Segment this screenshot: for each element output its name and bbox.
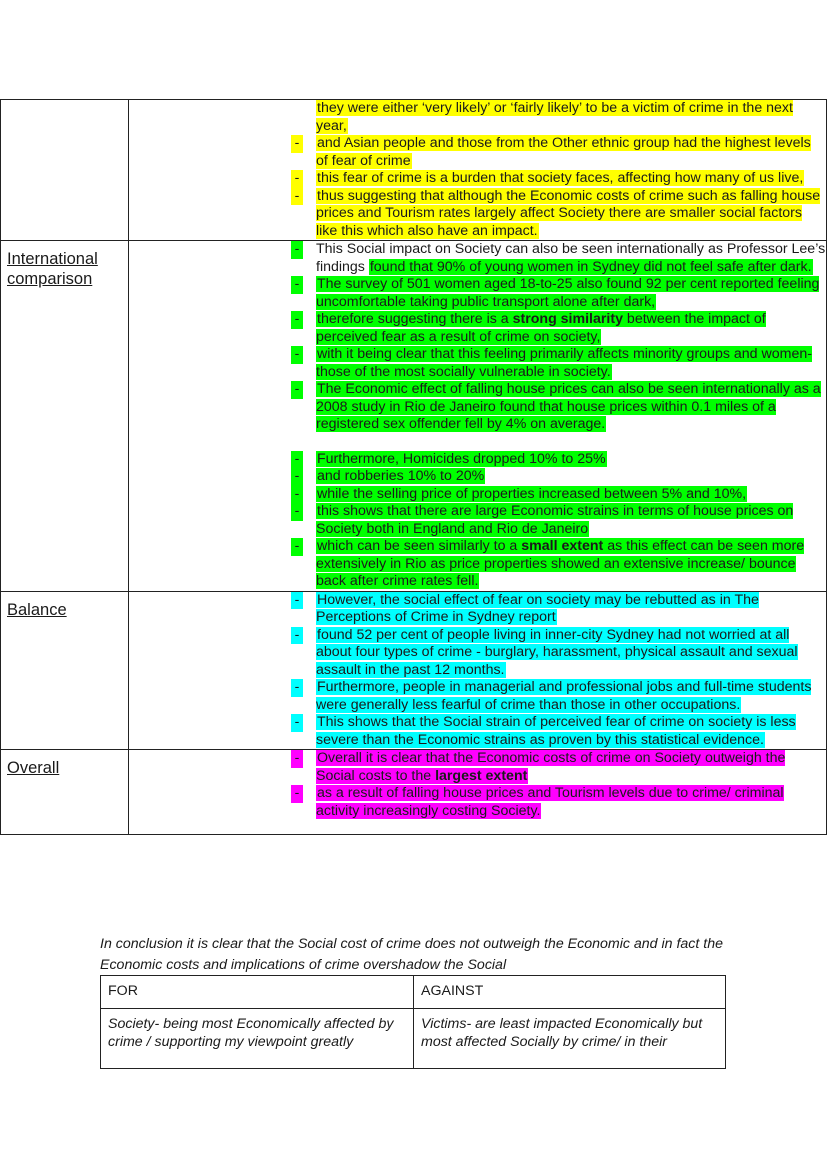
item-text: However, the social effect of fear on society may be rebutted as in The Perceptions of Crime in Sydney report (316, 591, 759, 625)
item-text: and robberies 10% to 20% (317, 468, 485, 484)
list-item (129, 188, 826, 241)
bullet-dash: - (291, 486, 303, 504)
item-text-after: as this effect can be seen more extensively in Rio as price properties showed an extensive increase/ bounce back after crime rates fell. (316, 538, 805, 589)
item-bold-text: strong similarity (512, 311, 623, 327)
list-item (129, 100, 826, 135)
bullet-list (129, 750, 826, 820)
item-text: Furthermore, Homicides dropped 10% to 25% (317, 450, 606, 467)
bullet-dash: - (291, 135, 303, 153)
bullet-dash: - (291, 170, 303, 188)
list-item (129, 468, 826, 486)
spacer (129, 434, 826, 451)
list-item (129, 486, 826, 504)
table-row (1, 100, 827, 241)
list-item (129, 503, 826, 538)
list-item (129, 381, 826, 434)
bullet-dash: - (291, 451, 303, 469)
against-cell: Victims- are least impacted Economically but most affected Socially by crime/ in their (414, 1009, 726, 1069)
bullet-dash: - (291, 381, 303, 399)
item-text-after: between the impact of perceived fear as a result of crime on society, (316, 311, 766, 345)
for-header: FOR (101, 976, 414, 1009)
item-text: and Asian people and those from the Other ethnic group had the highest levels of fear of crime (316, 135, 811, 169)
row-content-cell (129, 591, 827, 750)
bullet-dash: - (291, 468, 303, 486)
list-item (129, 276, 826, 311)
item-text (316, 750, 785, 784)
list-item (129, 241, 826, 276)
item-text: this fear of crime is a burden that society faces, affecting how many of us live, (317, 170, 804, 186)
bullet-dash: - (291, 311, 303, 329)
for-cell: Society- being most Economically affected by crime / supporting my viewpoint greatly (101, 1009, 414, 1069)
item-text: The survey of 501 women aged 18-to-25 also found 92 per cent reported feeling uncomfortable taking public transport alone after dark, (316, 276, 820, 310)
row-content-cell (129, 100, 827, 241)
essay-plan-table (0, 99, 827, 835)
item-text: This shows that the Social strain of perceived fear of crime on society is less severe than the Economic strains as proven by this statistical evidence. (316, 714, 796, 748)
bullet-dash: - (291, 750, 303, 768)
item-text: The Economic effect of falling house prices can also be seen internationally as a 2008 study in Rio de Janeiro found that house prices within 0.1 miles of a registered sex offender fell by 4% on average. (316, 381, 821, 432)
list-item (129, 538, 826, 591)
row-label-cell (1, 100, 129, 241)
list-item (129, 785, 826, 820)
item-text (316, 538, 804, 589)
bullet-dash: - (291, 276, 303, 294)
for-against-table (100, 975, 726, 1069)
list-item (129, 627, 826, 680)
item-text: they were either ‘very likely’ or ‘fairly likely’ to be a victim of crime in the next year, (316, 100, 793, 134)
list-item (129, 750, 826, 785)
bullet-dash: - (291, 592, 303, 610)
item-text: with it being clear that this feeling primarily affects minority groups and women- those of the most socially vulnerable in society. (316, 346, 812, 380)
list-item (129, 679, 826, 714)
row-content-cell (129, 750, 827, 835)
list-item (129, 170, 826, 188)
list-item (129, 135, 826, 170)
item-text-before: Overall it is clear that the Economic costs of crime on Society outweigh the Social costs to the (316, 750, 786, 784)
table-row (1, 591, 827, 750)
row-label-cell (1, 241, 129, 592)
list-item (129, 592, 826, 627)
item-text: this shows that there are large Economic strains in terms of house prices on Society both in England and Rio de Janeiro (316, 503, 794, 537)
bullet-list (129, 592, 826, 750)
conclusion-text: In conclusion it is clear that the Social cost of crime does not outweigh the Economic and in fact the Economic costs and implications of crime overshadow the Social (100, 936, 724, 973)
bullet-list (129, 241, 826, 591)
table-row (1, 241, 827, 592)
bullet-dash: - (291, 503, 303, 521)
item-text-before: therefore suggesting there is a (317, 311, 513, 327)
item-bold-text: small extent (521, 538, 604, 554)
for-against-header-row (101, 976, 726, 1009)
against-header: AGAINST (414, 976, 726, 1009)
item-text: as a result of falling house prices and Tourism levels due to crime/ criminal activity increasingly costing Society. (316, 785, 784, 819)
bullet-dash: - (291, 188, 303, 206)
row-label: Overall (7, 759, 60, 777)
bullet-dash: - (291, 627, 303, 645)
item-bold-text: largest extent (435, 767, 528, 784)
item-text: found 52 per cent of people living in inner-city Sydney had not worried at all about four types of crime - burglary, harassment, physical assault and sexual assault in the past 12 months. (316, 626, 798, 678)
list-item (129, 714, 826, 749)
bullet-list (129, 100, 826, 240)
bullet-dash: - (291, 679, 303, 697)
row-label: Balance (7, 600, 67, 619)
row-label-cell (1, 750, 129, 835)
row-label-cell (1, 591, 129, 750)
row-label (1, 100, 128, 108)
list-item (129, 346, 826, 381)
item-text-before: which can be seen similarly to a (317, 538, 522, 554)
item-text: thus suggesting that although the Economic costs of crime such as falling house prices and Tourism rates largely affect Society there are smaller social factors like this which also have an impact. (316, 187, 821, 239)
bullet-dash: - (291, 241, 303, 259)
bullet-dash: - (291, 346, 303, 364)
row-label: International comparison (7, 250, 98, 288)
table-row (1, 750, 827, 835)
item-text: while the selling price of properties increased between 5% and 10%, (317, 485, 747, 502)
item-unhighlighted-text: This Social impact on Society can also be seen internationally as Professor Lee’s findings (316, 241, 826, 275)
for-against-row (101, 1009, 726, 1069)
item-text (316, 311, 766, 345)
list-item (129, 311, 826, 346)
bullet-dash: - (291, 785, 303, 803)
bullet-dash: - (291, 714, 303, 732)
item-text: Furthermore, people in managerial and professional jobs and full-time students were generally less fearful of crime than those in other occupations. (316, 679, 812, 713)
list-item (129, 451, 826, 469)
item-text: found that 90% of young women in Sydney did not feel safe after dark. (369, 258, 812, 275)
row-content-cell (129, 241, 827, 592)
bullet-dash: - (291, 538, 303, 556)
